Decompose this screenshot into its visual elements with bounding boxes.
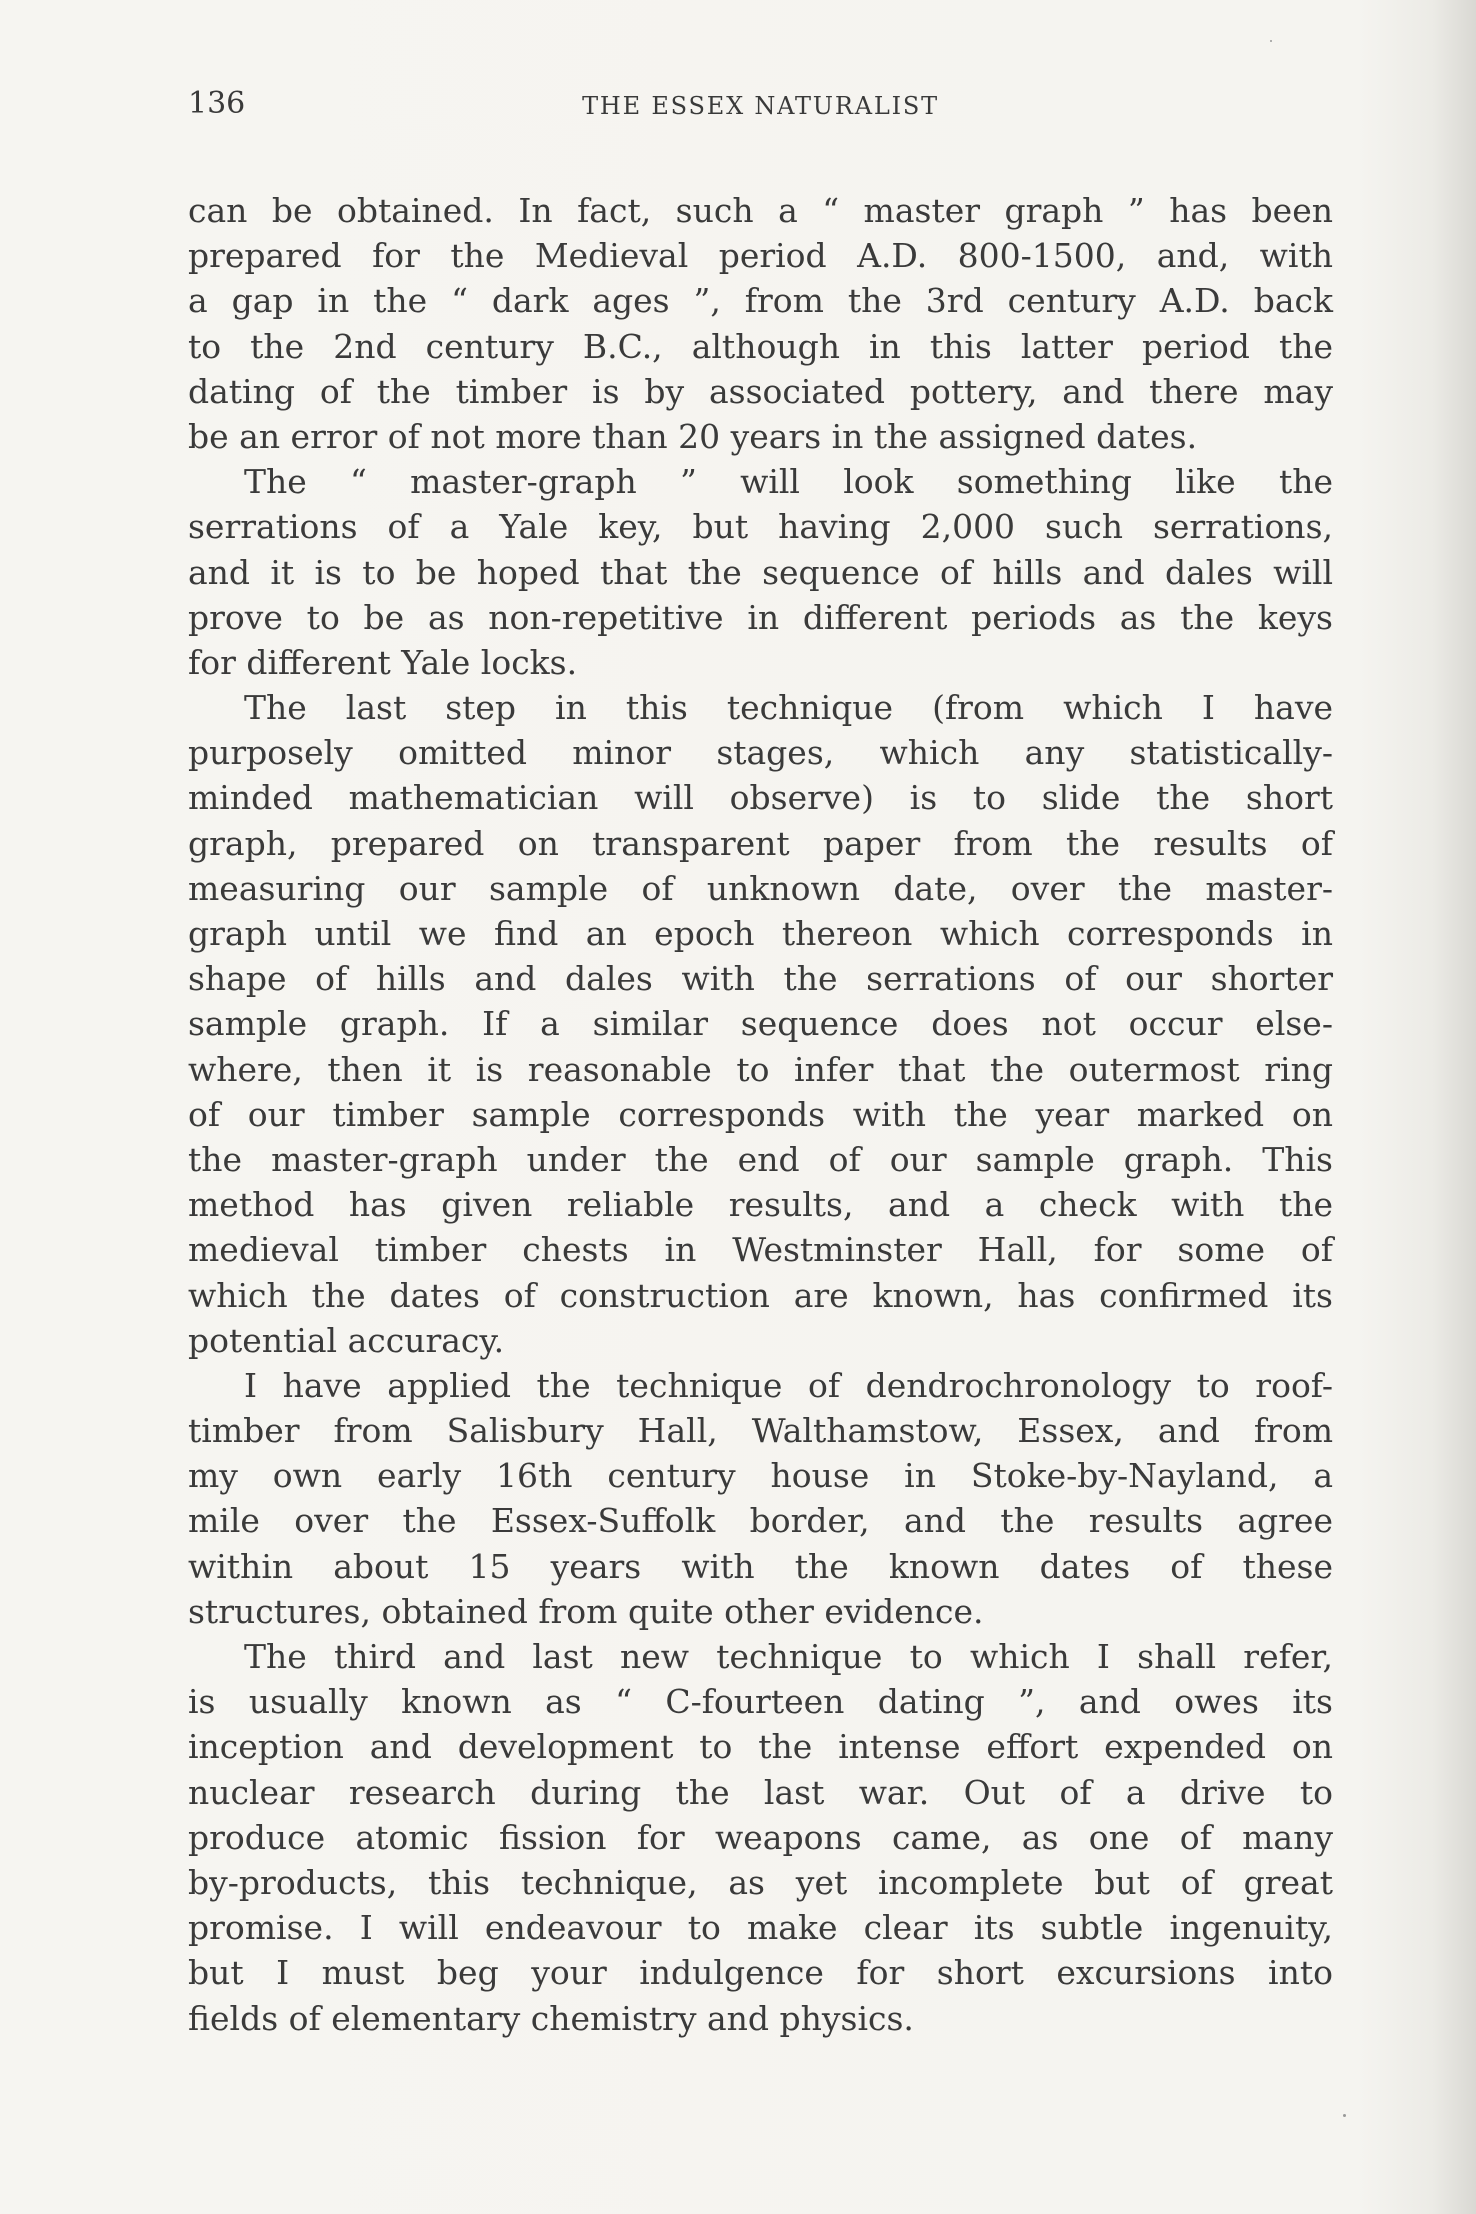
text-line: potential accuracy. bbox=[188, 1320, 505, 1360]
text-line: promise. I will endeavour to make clear its subtle ingenuity, bbox=[188, 1908, 1333, 1948]
text-line: is usually known as “ C-fourteen dating ”, and owes its bbox=[188, 1682, 1333, 1722]
paragraph bbox=[188, 685, 1333, 1363]
text-line: The “ master-graph ” will look something like the bbox=[244, 462, 1333, 502]
text-line: be an error of not more than 20 years in the assigned dates. bbox=[188, 416, 1198, 456]
text-line: prove to be as non-repetitive in different periods as the keys bbox=[188, 597, 1333, 637]
text-line: purposely omitted minor stages, which any statistically- bbox=[188, 733, 1333, 773]
text-line: The last step in this technique (from which I have bbox=[244, 688, 1333, 728]
text-line: of our timber sample corresponds with the year marked on bbox=[188, 1094, 1333, 1134]
text-line: structures, obtained from quite other evidence. bbox=[188, 1591, 984, 1631]
text-line: medieval timber chests in Westminster Hall, for some of bbox=[188, 1230, 1333, 1270]
text-line: I have applied the technique of dendrochronology to roof- bbox=[244, 1365, 1333, 1405]
text-line: prepared for the Medieval period A.D. 800-1500, and, with bbox=[188, 236, 1333, 276]
text-line: graph, prepared on transparent paper from the results of bbox=[188, 823, 1333, 863]
text-line: the master-graph under the end of our sample graph. This bbox=[188, 1139, 1333, 1179]
text-line: timber from Salisbury Hall, Walthamstow, Essex, and from bbox=[188, 1411, 1333, 1451]
text-line: serrations of a Yale key, but having 2,000 such serrations, bbox=[188, 507, 1333, 547]
text-line: which the dates of construction are known, has confirmed its bbox=[188, 1275, 1333, 1315]
text-line: The third and last new technique to which I shall refer, bbox=[244, 1637, 1333, 1676]
text-line: can be obtained. In fact, such a “ master graph ” has been bbox=[188, 191, 1333, 230]
text-line: produce atomic fission for weapons came, as one of many bbox=[188, 1817, 1333, 1857]
text-line: measuring our sample of unknown date, over the master- bbox=[188, 868, 1333, 908]
body-text bbox=[188, 188, 1333, 2041]
paragraph bbox=[188, 188, 1333, 459]
text-line: fields of elementary chemistry and physics. bbox=[188, 1998, 914, 2038]
text-line: shape of hills and dales with the serrations of our shorter bbox=[188, 959, 1333, 999]
text-line: by-products, this technique, as yet incomplete but of great bbox=[188, 1862, 1333, 1902]
paragraph bbox=[188, 1363, 1333, 1634]
running-title: THE ESSEX NATURALIST bbox=[582, 92, 939, 120]
text-line: a gap in the “ dark ages ”, from the 3rd century A.D. back bbox=[188, 281, 1333, 321]
text-line: nuclear research during the last war. Out of a drive to bbox=[188, 1772, 1333, 1812]
text-line: dating of the timber is by associated pottery, and there may bbox=[188, 371, 1333, 411]
text-line: for different Yale locks. bbox=[188, 642, 578, 682]
text-line: graph until we find an epoch thereon which corresponds in bbox=[188, 914, 1333, 953]
text-line: to the 2nd century B.C., although in this latter period the bbox=[188, 326, 1333, 366]
text-line: minded mathematician will observe) is to slide the short bbox=[188, 778, 1333, 818]
paper-speck bbox=[1270, 40, 1272, 42]
text-line: sample graph. If a similar sequence does not occur else- bbox=[188, 1004, 1333, 1044]
text-line: mile over the Essex-Suffolk border, and the results agree bbox=[188, 1501, 1333, 1541]
page-number: 136 bbox=[188, 86, 246, 121]
paragraph bbox=[188, 1634, 1333, 2041]
paragraph bbox=[188, 459, 1333, 685]
text-line: inception and development to the intense effort expended on bbox=[188, 1727, 1333, 1767]
text-line: within about 15 years with the known dates of these bbox=[188, 1546, 1333, 1586]
text-line: but I must beg your indulgence for short excursions into bbox=[188, 1953, 1333, 1993]
text-line: my own early 16th century house in Stoke-by-Nayland, a bbox=[188, 1456, 1333, 1496]
running-head bbox=[188, 86, 1333, 128]
paper-speck bbox=[1343, 2114, 1346, 2117]
text-line: where, then it is reasonable to infer that the outermost ring bbox=[188, 1049, 1333, 1089]
text-line: method has given reliable results, and a check with the bbox=[188, 1185, 1333, 1225]
text-line: and it is to be hoped that the sequence of hills and dales will bbox=[188, 552, 1333, 592]
